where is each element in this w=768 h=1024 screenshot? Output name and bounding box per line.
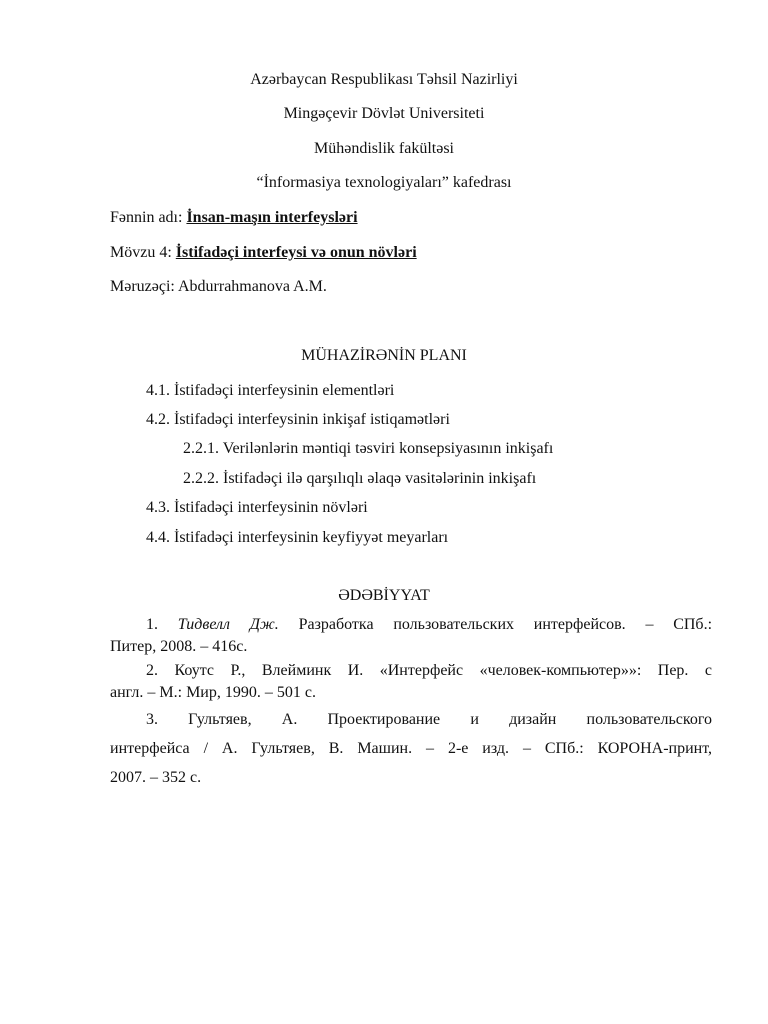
reference-3-line-3: 2007. – 352 с. [110,769,202,786]
lecturer-value: Abdurrahmanova A.M. [177,278,327,295]
plan-subitem: 2.2.2. İstifadəçi ilə qarşılıqlı əlaqə vasitələrinin inkişafı [183,470,537,487]
plan-subitem: 2.2.1. Verilənlərin məntiqi təsviri konsepsiyasının inkişafı [183,440,554,457]
plan-item: 4.4. İstifadəçi interfeysinin keyfiyyət meyarları [146,529,449,546]
reference-3 [110,705,712,792]
plan-item: 4.3. İstifadəçi interfeysinin növləri [146,499,368,516]
lecturer-label: Məruzəçi: [110,278,175,295]
subject-value: İnsan-maşın interfeysləri [186,209,358,226]
subject-line [110,208,358,228]
ministry-heading: Azərbaycan Respublikası Təhsil Nazirliyi [250,71,518,88]
university-heading: Mingəçevir Dövlət Universiteti [283,105,485,122]
reference-3-line-1: 3. Гультяев, А. Проектирование и дизайн пользовательского [146,711,712,728]
reference-3-line-2: интерфейса / А. Гультяев, В. Машин. – 2-е изд. – СПб.: КОРОНА-принт, [110,740,712,757]
reference-1-author: Тидвелл Дж. [177,616,279,633]
faculty-heading: Mühəndislik fakültəsi [314,140,454,157]
topic-line [110,243,417,263]
lecturer-line [110,277,327,297]
topic-value: İstifadəçi interfeysi və onun növləri [175,244,417,261]
reference-1-line-2: Питер, 2008. – 416с. [110,638,248,655]
plan-title: MÜHAZİRƏNİN PLANI [301,347,467,364]
plan-item: 4.1. İstifadəçi interfeysinin elementləri [146,382,395,399]
plan-item: 4.2. İstifadəçi interfeysinin inkişaf istiqamətləri [146,411,450,428]
department-heading: “İnformasiya texnologiyaları” kafedrası [256,174,512,191]
literature-title: ƏDƏBİYYAT [338,587,430,604]
reference-2 [110,660,712,704]
reference-1 [110,614,712,658]
reference-2-line-1: 2. Коутс Р., Влейминк И. «Интерфейс «человек-компьютер»»: Пер. с [146,662,712,679]
topic-label: Mövzu 4: [110,244,172,261]
reference-2-line-2: англ. – М.: Мир, 1990. – 501 с. [110,684,316,701]
subject-label: Fənnin adı: [110,209,183,226]
reference-1-line-1: 1. Тидвелл Дж. Разработка пользовательских интерфейсов. – СПб.: [146,616,713,633]
